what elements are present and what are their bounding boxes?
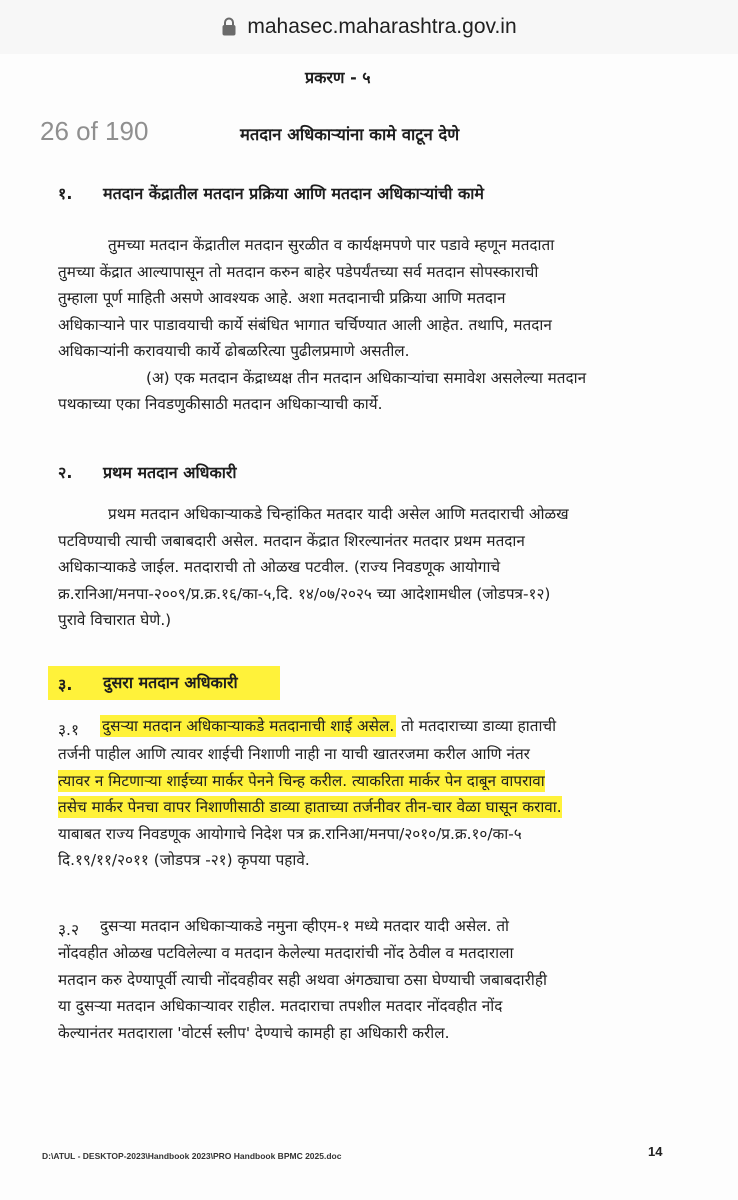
document-page[interactable]: [0, 54, 738, 1200]
clause-3-1-first-line: [100, 713, 700, 740]
page-title: मतदान अधिकाऱ्यांना कामे वाटून देणे: [240, 125, 460, 144]
paragraph-line: दुसऱ्या मतदान अधिकाऱ्याकडे नमुना व्हीएम-१ मध्ये मतदार यादी असेल. तो: [100, 917, 510, 935]
paragraph-line: तुम्हाला पूर्ण माहिती असणे आवश्यक आहे. अशा मतदानाची प्रक्रिया आणि मतदान: [58, 289, 506, 307]
paragraph-line: क्र.रानिआ/मनपा-२००९/प्र.क्र.१६/का-५,दि. १४/०७/२०२५ च्या आदेशामधील (जोडपत्र-१२): [58, 584, 551, 603]
paragraph-line: (अ) एक मतदान केंद्राध्यक्ष तीन मतदान अधिकाऱ्यांचा समावेश असलेल्या मतदान: [146, 368, 587, 387]
section-1-paragraph: [58, 232, 698, 418]
paragraph-line: दि.१९/११/२०११ (जोडपत्र -२१) कृपया पहावे.: [58, 851, 310, 869]
section-3-heading: दुसरा मतदान अधिकारी: [103, 673, 238, 692]
paragraph-line: पथकाच्या एका निवडणुकीसाठी मतदान अधिकाऱ्याची कार्ये.: [58, 395, 383, 413]
address-bar[interactable]: [0, 0, 738, 55]
section-1-number: १.: [58, 184, 73, 203]
page-number: 14: [648, 1144, 663, 1159]
paragraph-line: याबाबत राज्य निवडणूक आयोगाचे निदेश पत्र क्र.रानिआ/मनपा/२०१०/प्र.क्र.१०/का-५: [58, 824, 522, 843]
url-text: mahasec.maharashtra.gov.in: [247, 15, 517, 38]
section-2-paragraph: [58, 501, 698, 634]
paragraph-line: या दुसऱ्या मतदान अधिकाऱ्यावर राहील. मतदाराचा तपशील मतदार नोंदवहीत नोंद: [58, 997, 503, 1015]
clause-text: तो मतदाराच्या डाव्या हाताची: [396, 717, 557, 735]
section-3-number: ३.: [58, 675, 73, 694]
highlighted-text: तसेच मार्कर पेनचा वापर निशाणीसाठी डाव्या हाताच्या तर्जनीवर तीन-चार वेळा घासून करावा.: [58, 798, 562, 816]
highlighted-text: दुसऱ्या मतदान अधिकाऱ्याकडे मतदानाची शाई असेल.: [102, 717, 395, 735]
paragraph-line: नोंदवहीत ओळख पटविलेल्या व मतदान केलेल्या मतदारांची नोंद ठेवील व मतदाराला: [58, 944, 514, 962]
highlighted-text: त्यावर न मिटणाऱ्या शाईच्या मार्कर पेनने चिन्ह करील. त्याकरिता मार्कर पेन दाबून वापरावा: [58, 771, 545, 790]
clause-3-2-first-line: [100, 913, 700, 940]
paragraph-line: मतदान करु देण्यापूर्वी त्याची नोंदवहीवर सही अथवा अंगठ्याचा ठसा घेण्याची जबाबदारीही: [58, 970, 547, 989]
clause-3-2-paragraph: [58, 940, 698, 1046]
paragraph-line: तुमच्या केंद्रात आल्यापासून तो मतदान करुन बाहेर पडेपर्यंतच्या सर्व मतदान सोपस्काराची: [58, 262, 539, 281]
section-1-heading: मतदान केंद्रातील मतदान प्रक्रिया आणि मतदान अधिकाऱ्यांची कामे: [103, 184, 484, 203]
paragraph-line: अधिकाऱ्याकडे जाईल. मतदाराची तो ओळख पटवील. (राज्य निवडणूक आयोगाचे: [58, 558, 501, 576]
paragraph-line: अधिकाऱ्याने पार पाडावयाची कार्ये संबंधित भागात चर्चिण्यात आली आहेत. तथापि, मतदान: [58, 315, 552, 334]
section-2-heading: प्रथम मतदान अधिकारी: [103, 463, 237, 482]
clause-3-1-number: ३.१: [58, 721, 80, 739]
clause-3-2-number: ३.२: [58, 921, 80, 939]
chapter-label: प्रकरण - ५: [305, 68, 371, 87]
page-indicator: 26 of 190: [40, 116, 149, 146]
paragraph-line: पुरावे विचारात घेणे.): [58, 611, 172, 629]
paragraph-line: पटविण्याची त्याची जबाबदारी असेल. मतदान केंद्रात शिरल्यानंतर मतदार प्रथम मतदान: [58, 531, 525, 550]
lock-icon: [221, 17, 237, 37]
paragraph-line: तर्जनी पाहील आणि त्यावर शाईची निशाणी नाही ना याची खातरजमा करील आणि नंतर: [58, 745, 530, 763]
paragraph-line: प्रथम मतदान अधिकाऱ्याकडे चिन्हांकित मतदार यादी असेल आणि मतदाराची ओळख: [108, 505, 569, 523]
section-2-number: २.: [58, 463, 73, 482]
clause-3-1-paragraph: [58, 741, 698, 874]
paragraph-line: अधिकाऱ्यांनी करावयाची कार्ये ढोबळरित्या पुढीलप्रमाणे असतील.: [58, 342, 410, 360]
paragraph-line: तुमच्या मतदान केंद्रातील मतदान सुरळीत व कार्यक्षमपणे पार पडावे म्हणून मतदाता: [108, 236, 555, 254]
paragraph-line: केल्यानंतर मतदाराला 'वोटर्स स्लीप' देण्याचे कामही हा अधिकारी करील.: [58, 1023, 450, 1042]
footer-file-path: D:\ATUL - DESKTOP-2023\Handbook 2023\PRO Handbook BPMC 2025.doc: [42, 1151, 342, 1161]
